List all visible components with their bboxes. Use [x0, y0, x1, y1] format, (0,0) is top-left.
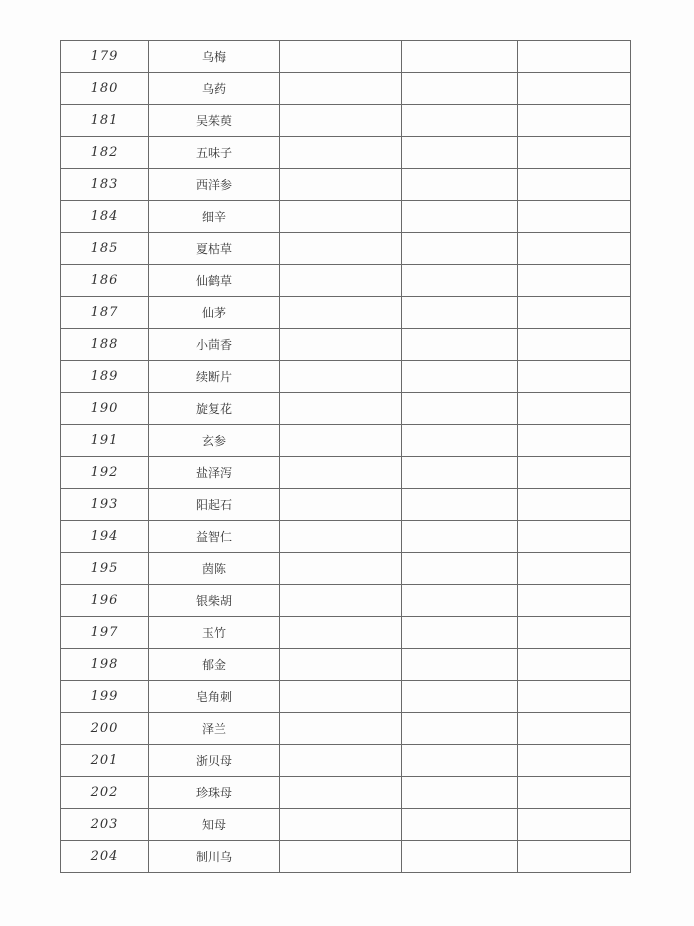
empty-cell [280, 425, 402, 457]
herb-name-cell: 银柴胡 [149, 585, 280, 617]
empty-cell [518, 41, 631, 73]
row-number-cell: 179 [61, 41, 149, 73]
row-number-cell: 183 [61, 169, 149, 201]
row-number-cell: 204 [61, 841, 149, 873]
herb-name-cell: 吴茱萸 [149, 105, 280, 137]
empty-cell [280, 809, 402, 841]
row-number-cell: 190 [61, 393, 149, 425]
empty-cell [518, 201, 631, 233]
herb-name-cell: 知母 [149, 809, 280, 841]
empty-cell [518, 329, 631, 361]
empty-cell [402, 617, 518, 649]
herb-name-cell: 茵陈 [149, 553, 280, 585]
row-number-cell: 197 [61, 617, 149, 649]
empty-cell [280, 41, 402, 73]
empty-cell [518, 841, 631, 873]
table-row [61, 809, 631, 841]
table-row [61, 681, 631, 713]
empty-cell [518, 489, 631, 521]
empty-cell [518, 233, 631, 265]
herb-name-cell: 珍珠母 [149, 777, 280, 809]
empty-cell [280, 681, 402, 713]
herb-name-cell: 郁金 [149, 649, 280, 681]
herb-name-cell: 阳起石 [149, 489, 280, 521]
herb-name-cell: 玉竹 [149, 617, 280, 649]
herb-name-cell: 续断片 [149, 361, 280, 393]
herb-name-cell: 五味子 [149, 137, 280, 169]
empty-cell [280, 489, 402, 521]
empty-cell [280, 393, 402, 425]
row-number-cell: 200 [61, 713, 149, 745]
herb-name-cell: 益智仁 [149, 521, 280, 553]
table-row [61, 361, 631, 393]
row-number-cell: 191 [61, 425, 149, 457]
table-row [61, 841, 631, 873]
empty-cell [518, 649, 631, 681]
empty-cell [518, 297, 631, 329]
herb-table-body [61, 41, 631, 873]
row-number-cell: 198 [61, 649, 149, 681]
empty-cell [402, 489, 518, 521]
empty-cell [280, 201, 402, 233]
empty-cell [280, 137, 402, 169]
empty-cell [402, 201, 518, 233]
table-row [61, 777, 631, 809]
table-row [61, 425, 631, 457]
empty-cell [280, 73, 402, 105]
table-row [61, 73, 631, 105]
row-number-cell: 199 [61, 681, 149, 713]
empty-cell [402, 521, 518, 553]
empty-cell [402, 457, 518, 489]
herb-name-cell: 仙茅 [149, 297, 280, 329]
table-row [61, 713, 631, 745]
row-number-cell: 182 [61, 137, 149, 169]
herb-name-cell: 盐泽泻 [149, 457, 280, 489]
row-number-cell: 192 [61, 457, 149, 489]
empty-cell [518, 809, 631, 841]
empty-cell [518, 681, 631, 713]
table-row [61, 201, 631, 233]
empty-cell [518, 585, 631, 617]
empty-cell [280, 745, 402, 777]
empty-cell [402, 169, 518, 201]
empty-cell [280, 169, 402, 201]
empty-cell [402, 681, 518, 713]
empty-cell [280, 297, 402, 329]
empty-cell [402, 745, 518, 777]
row-number-cell: 196 [61, 585, 149, 617]
empty-cell [518, 361, 631, 393]
empty-cell [402, 841, 518, 873]
table-row [61, 457, 631, 489]
empty-cell [518, 745, 631, 777]
empty-cell [402, 73, 518, 105]
herb-name-cell: 泽兰 [149, 713, 280, 745]
herb-name-cell: 皂角刺 [149, 681, 280, 713]
empty-cell [518, 777, 631, 809]
empty-cell [518, 265, 631, 297]
empty-cell [280, 841, 402, 873]
row-number-cell: 194 [61, 521, 149, 553]
table-row [61, 137, 631, 169]
empty-cell [280, 649, 402, 681]
table-row [61, 41, 631, 73]
table-row [61, 105, 631, 137]
table-row [61, 649, 631, 681]
empty-cell [518, 521, 631, 553]
empty-cell [280, 617, 402, 649]
table-row [61, 329, 631, 361]
row-number-cell: 193 [61, 489, 149, 521]
empty-cell [518, 713, 631, 745]
table-row [61, 617, 631, 649]
row-number-cell: 189 [61, 361, 149, 393]
empty-cell [280, 265, 402, 297]
row-number-cell: 203 [61, 809, 149, 841]
empty-cell [402, 713, 518, 745]
table-row [61, 169, 631, 201]
empty-cell [518, 457, 631, 489]
table-row [61, 745, 631, 777]
row-number-cell: 202 [61, 777, 149, 809]
table-row [61, 553, 631, 585]
empty-cell [402, 809, 518, 841]
herb-name-cell: 细辛 [149, 201, 280, 233]
herb-name-cell: 乌药 [149, 73, 280, 105]
empty-cell [402, 329, 518, 361]
empty-cell [402, 41, 518, 73]
empty-cell [280, 585, 402, 617]
empty-cell [402, 361, 518, 393]
empty-cell [518, 617, 631, 649]
empty-cell [402, 105, 518, 137]
row-number-cell: 181 [61, 105, 149, 137]
empty-cell [518, 105, 631, 137]
empty-cell [280, 105, 402, 137]
empty-cell [518, 393, 631, 425]
empty-cell [402, 137, 518, 169]
herb-name-cell: 乌梅 [149, 41, 280, 73]
empty-cell [402, 585, 518, 617]
empty-cell [518, 73, 631, 105]
table-row [61, 233, 631, 265]
herb-name-cell: 仙鹤草 [149, 265, 280, 297]
empty-cell [402, 553, 518, 585]
empty-cell [402, 425, 518, 457]
empty-cell [402, 777, 518, 809]
table-row [61, 585, 631, 617]
table-row [61, 521, 631, 553]
empty-cell [280, 361, 402, 393]
row-number-cell: 187 [61, 297, 149, 329]
empty-cell [518, 169, 631, 201]
empty-cell [280, 233, 402, 265]
empty-cell [280, 329, 402, 361]
row-number-cell: 201 [61, 745, 149, 777]
herb-list-table [60, 40, 631, 873]
table-row [61, 265, 631, 297]
herb-name-cell: 小茴香 [149, 329, 280, 361]
empty-cell [518, 553, 631, 585]
table-row [61, 489, 631, 521]
empty-cell [402, 265, 518, 297]
empty-cell [280, 457, 402, 489]
empty-cell [402, 393, 518, 425]
herb-name-cell: 西洋参 [149, 169, 280, 201]
empty-cell [518, 425, 631, 457]
row-number-cell: 195 [61, 553, 149, 585]
empty-cell [280, 777, 402, 809]
empty-cell [280, 713, 402, 745]
row-number-cell: 184 [61, 201, 149, 233]
empty-cell [518, 137, 631, 169]
herb-name-cell: 玄参 [149, 425, 280, 457]
row-number-cell: 186 [61, 265, 149, 297]
empty-cell [402, 297, 518, 329]
table-row [61, 297, 631, 329]
herb-name-cell: 浙贝母 [149, 745, 280, 777]
empty-cell [402, 233, 518, 265]
empty-cell [280, 521, 402, 553]
table-row [61, 393, 631, 425]
herb-name-cell: 制川乌 [149, 841, 280, 873]
herb-name-cell: 夏枯草 [149, 233, 280, 265]
row-number-cell: 180 [61, 73, 149, 105]
row-number-cell: 188 [61, 329, 149, 361]
empty-cell [280, 553, 402, 585]
row-number-cell: 185 [61, 233, 149, 265]
herb-name-cell: 旋复花 [149, 393, 280, 425]
empty-cell [402, 649, 518, 681]
